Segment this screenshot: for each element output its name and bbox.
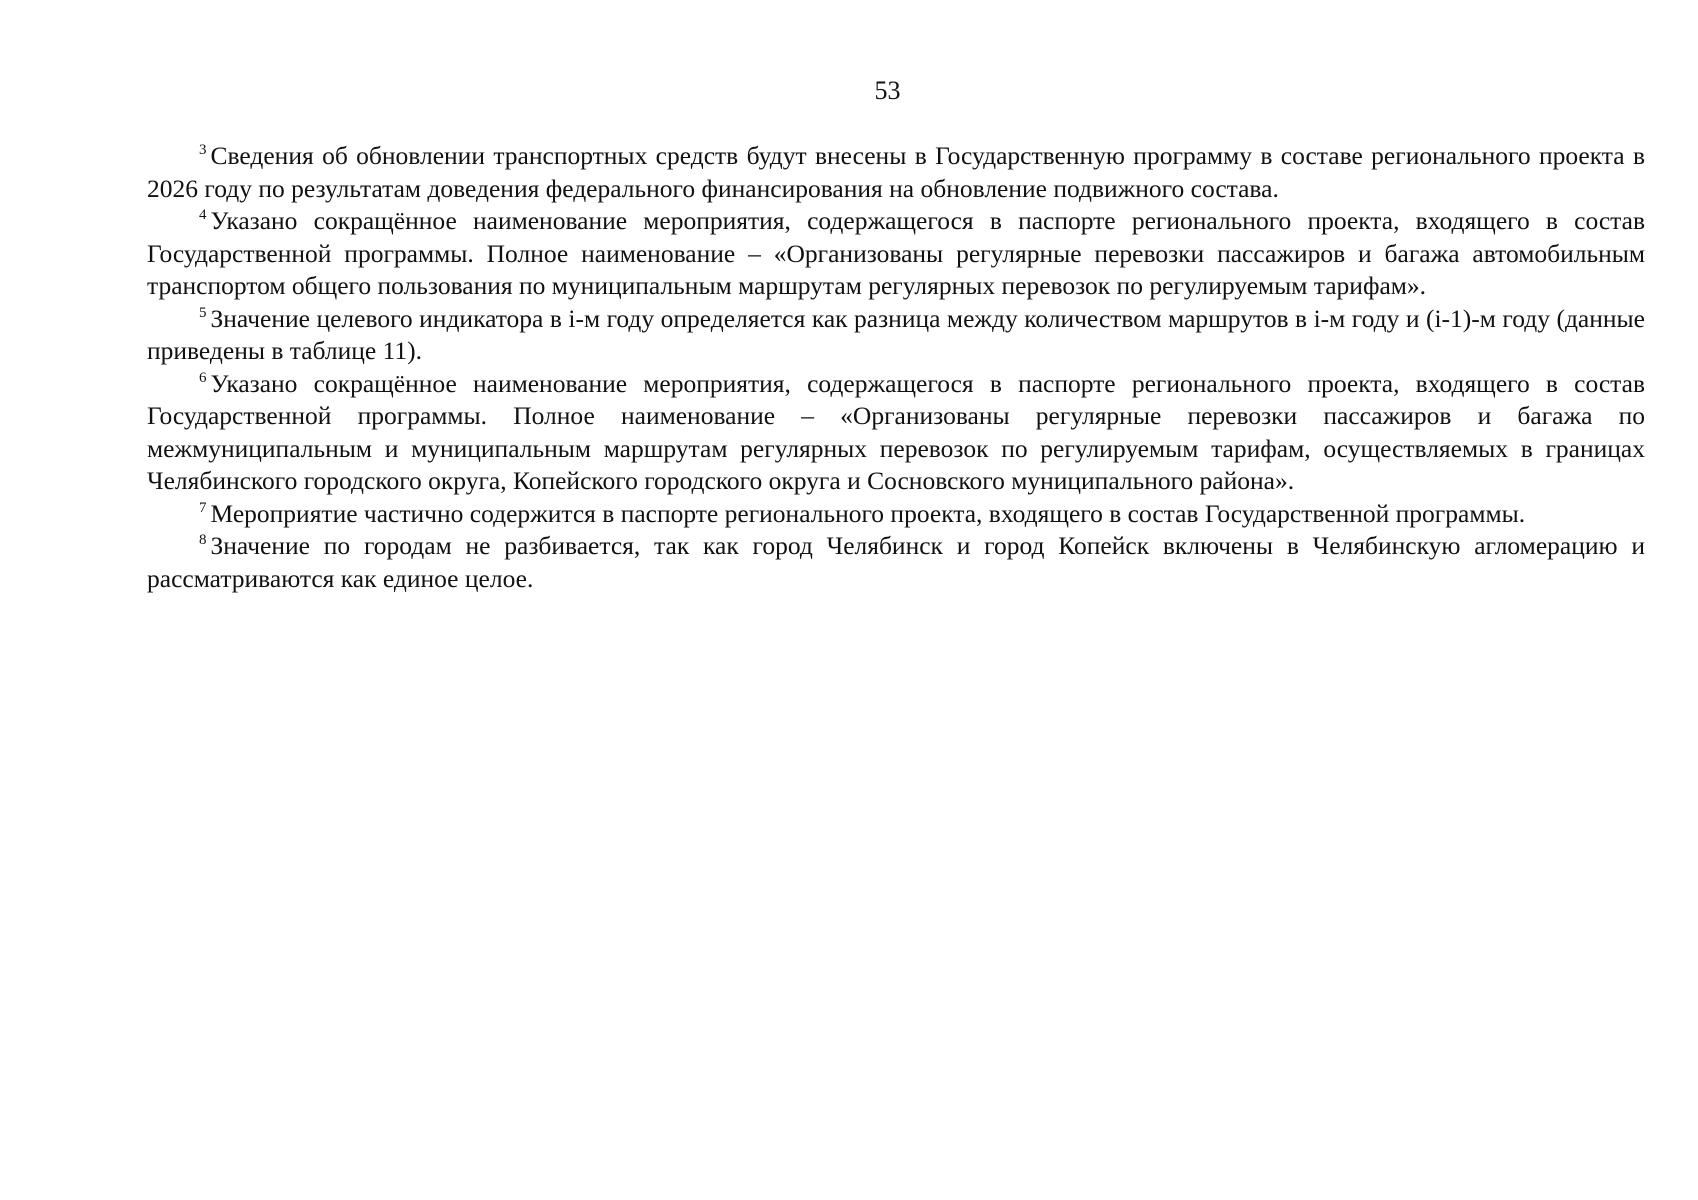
footnote-marker: 4 xyxy=(199,207,207,223)
footnote-text: Указано сокращённое наименование мероприятия, содержащегося в паспорте регионального проекта, входящего в состав Государственной программы. Полное наименование – «Организованы регулярные перевозки пассажиров и багажа по межмуниципальным и муниципальным маршрутам регулярных перевозок по регулируемым тарифам, осуществляемых в границах Челябинского городского округа, Копейского городского округа и Сосновского муниципального района». xyxy=(147,368,1645,495)
footnote xyxy=(147,205,1645,303)
page-number: 53 xyxy=(874,76,901,105)
footnote-marker: 3 xyxy=(199,142,207,158)
footnote xyxy=(147,368,1645,498)
footnote xyxy=(147,498,1645,531)
footnote xyxy=(147,303,1645,368)
footnote-text: Сведения об обновлении транспортных средств будут внесены в Государственную программу в составе регионального проекта в 2026 году по результатам доведения федерального финансирования на обновление подвижного состава. xyxy=(147,141,1645,203)
footnote-marker: 5 xyxy=(199,304,207,321)
footnote-text: Указано сокращённое наименование мероприятия, содержащегося в паспорте регионального проекта, входящего в состав Государственной программы. Полное наименование – «Организованы регулярные перевозки пассажиров и багажа автомобильным транспортом общего пользования по муниципальным маршрутам регулярных перевозок по регулируемым тарифам». xyxy=(147,206,1645,300)
footnote-text: Значение целевого индикатора в i-м году определяется как разница между количеством маршрутов в i-м году и (i-1)-м году (данные приведены в таблице 11). xyxy=(147,303,1645,365)
footnote-marker: 8 xyxy=(199,532,207,548)
footnotes-section xyxy=(147,140,1645,595)
footnote xyxy=(147,530,1645,595)
footnote-text: Мероприятие частично содержится в паспорте регионального проекта, входящего в состав Государственной программы. xyxy=(210,498,1526,528)
footnote-text: Значение по городам не разбивается, так как город Челябинск и город Копейск включены в Челябинскую агломерацию и рассматриваются как единое целое. xyxy=(147,531,1645,593)
footnote xyxy=(147,140,1645,205)
footnote-marker: 6 xyxy=(199,369,207,386)
footnote-marker: 7 xyxy=(199,499,207,516)
